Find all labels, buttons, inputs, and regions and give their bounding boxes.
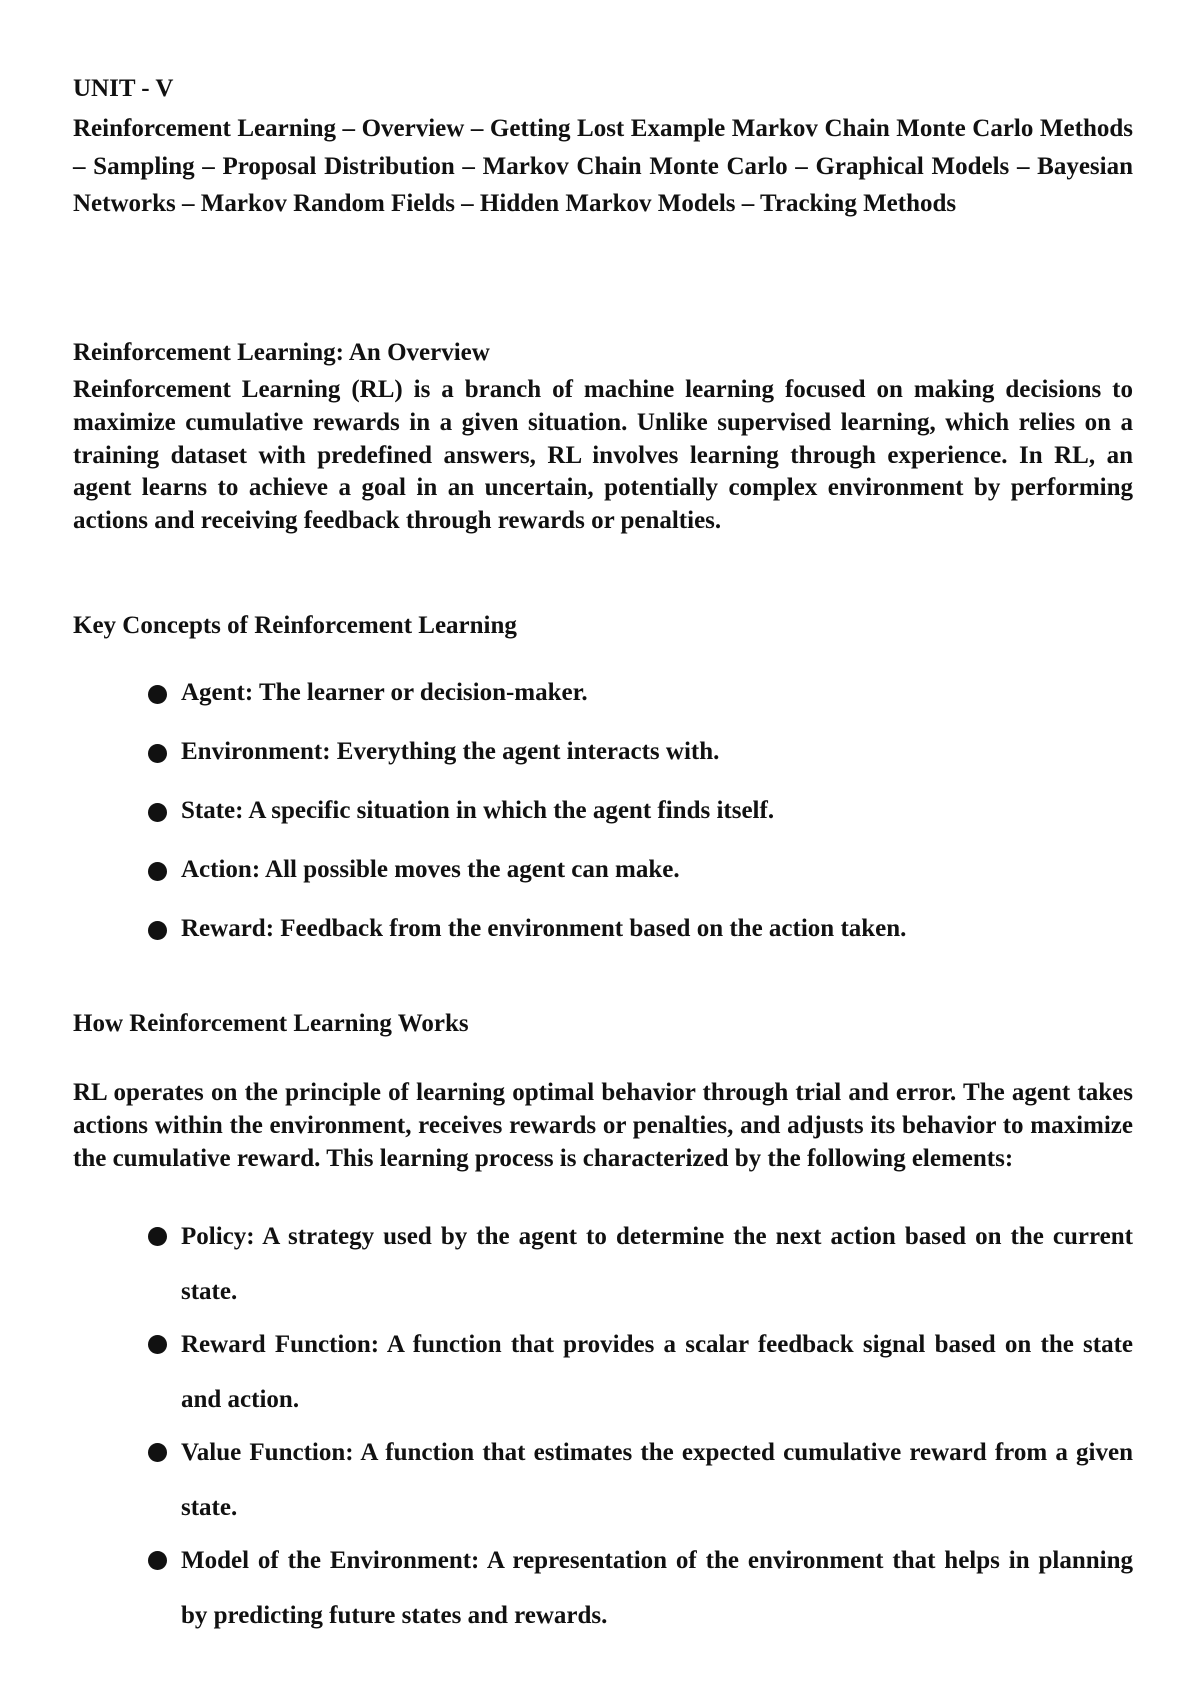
- list-item-text: Value Function: A function that estimates the expected cumulative reward from a given state.: [181, 1439, 1133, 1521]
- list-item-text: Reward: Feedback from the environment based on the action taken.: [181, 915, 907, 942]
- list-item: [148, 855, 1133, 914]
- list-item-text: Action: All possible moves the agent can make.: [181, 856, 680, 883]
- rl-elements-list: [148, 1209, 1133, 1641]
- list-item: [148, 914, 1133, 973]
- how-it-works-paragraph: RL operates on the principle of learning optimal behavior through trial and error. The agent takes actions within the environment, receives rewards or penalties, and adjusts its behavior to maximize the cumulative reward. This learning process is characterized by the following elements:: [73, 1079, 1133, 1172]
- key-concepts-list: [148, 678, 1133, 973]
- bullet-icon: [148, 1227, 167, 1246]
- list-item: [148, 1425, 1133, 1535]
- bullet-icon: [148, 803, 167, 822]
- unit-label: UNIT - V: [73, 75, 174, 102]
- list-item-text: State: A specific situation in which the agent finds itself.: [181, 797, 775, 824]
- how-it-works-heading: How Reinforcement Learning Works: [73, 1010, 469, 1037]
- bullet-icon: [148, 744, 167, 763]
- bullet-icon: [148, 1551, 167, 1570]
- list-item: [148, 1533, 1133, 1643]
- bullet-icon: [148, 1443, 167, 1462]
- list-item-text: Model of the Environment: A representation of the environment that helps in planning by predicting future states and rewards.: [181, 1547, 1133, 1629]
- list-item: [148, 1317, 1133, 1427]
- list-item: [148, 1209, 1133, 1319]
- overview-heading: Reinforcement Learning: An Overview: [73, 339, 490, 366]
- list-item-text: Agent: The learner or decision-maker.: [181, 679, 588, 706]
- bullet-icon: [148, 862, 167, 881]
- bullet-icon: [148, 685, 167, 704]
- key-concepts-heading: Key Concepts of Reinforcement Learning: [73, 612, 517, 639]
- list-item-text: Environment: Everything the agent interacts with.: [181, 738, 720, 765]
- list-item: [148, 678, 1133, 737]
- unit-syllabus: Reinforcement Learning – Overview – Getting Lost Example Markov Chain Monte Carlo Methods – Sampling – Proposal Distribution – Markov Chain Monte Carlo – Graphical Models – Bayesian Networks – Markov Random Fields – Hidden Markov Models – Tracking Methods: [73, 115, 1133, 217]
- bullet-icon: [148, 921, 167, 940]
- list-item: [148, 737, 1133, 796]
- list-item-text: Reward Function: A function that provides a scalar feedback signal based on the state and action.: [181, 1331, 1133, 1413]
- bullet-icon: [148, 1335, 167, 1354]
- list-item-text: Policy: A strategy used by the agent to determine the next action based on the current state.: [181, 1223, 1133, 1305]
- overview-paragraph: Reinforcement Learning (RL) is a branch of machine learning focused on making decisions to maximize cumulative rewards in a given situation. Unlike supervised learning, which relies on a training dataset with predefined answers, RL involves learning through experience. In RL, an agent learns to achieve a goal in an uncertain, potentially complex environment by performing actions and receiving feedback through rewards or penalties.: [73, 376, 1133, 535]
- list-item: [148, 796, 1133, 855]
